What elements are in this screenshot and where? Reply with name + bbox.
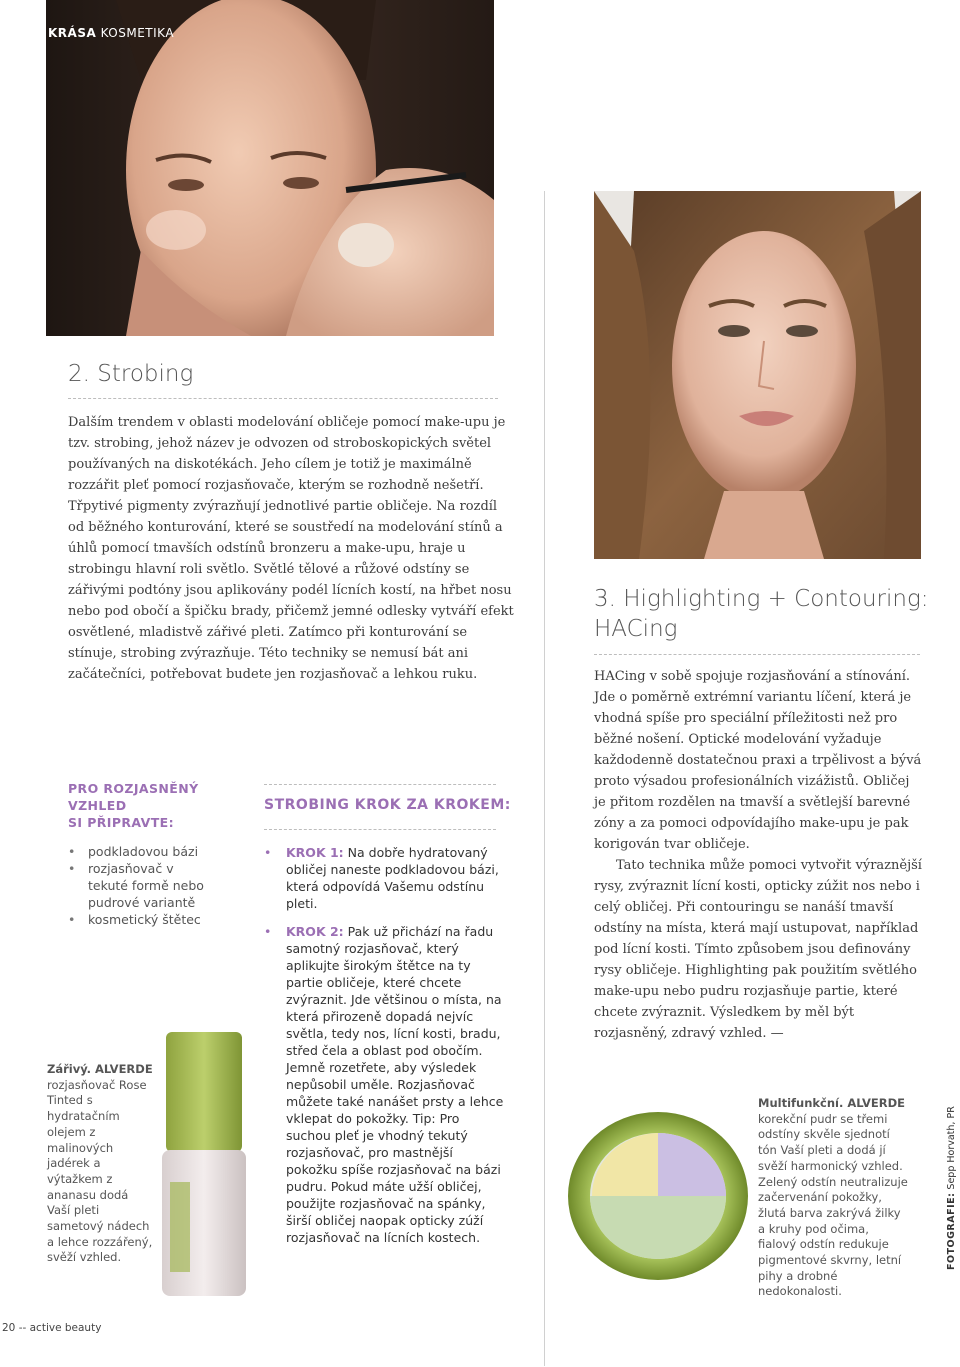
strobing-body: Dalším trendem v oblasti modelování obličeje pomocí make-upu je tzv. strobing, jehož název je odvozen od stroboskopických světel používaných na diskotékách. Jeho cílem je totiž je maximálně rozzářit pleť pomocí rozjasňovače, kterým se rozhodně nešetří. Třpytivé pigmenty zvýrazňují jednotlivé partie obličeje. Na rozdíl od běžného konturování, které se soustředí na modelování stínů a úhlů pomocí tmavších odstínů bronzeru a make-upu, hraje u strobingu hlavní roli světlo. Světlé tělové a růžové odstíny se zářivými podtóny jsou aplikovány podél lícních kostí, na hřbet nosu nebo pod obočí a špičku brady, přičemž jemné odlesky vytváří efekt osvětlené, mladistvě zářivé pleti. Zatímco při konturování se stínuje, strobing zvýrazňuje. Této techniky se nemusí bát ani začátečníci, potřebovat budete jen rozjasňovač a lehkou ruku. — [68, 415, 514, 682]
hacing-body: HACing v sobě spojuje rozjasňování a stínování. Jde o poměrně extrémní variantu líčení, která je vhodná spíše pro speciální příležitosti než pro běžné nošení. Optické modelování vyžaduje každodenně dostatečnou praxi a trpělivost a bývá proto výsadou profesionálních vizážistů. Obličej je přitom rozdělen na tmavší a světlejší barevné zóny a za pomoci odpovídajího make-upu je pak korigován tvar obličeje. Tato technika může pomoci vytvořit výraznější rysy, zvýraznit lícní kosti, opticky zúžit nos nebo i celý obličej. Při contouringu se nanáší tmavší odstíny na místa, která mají ustupovat, například pod lícní kosti. Tímto způsobem jsou definovány rysy obličeje. Highlighting pak použitím světlého make-upu nebo pudru rozjasňuje partie, které chcete zvýraznit. Výsledkem by měl být rozjasněný, zdravý vzhled. — — [594, 669, 922, 1041]
step-1: • KROK 1: Na dobře hydratovaný obličej naneste podkladovou bázi, která odpovídá Vašemu odstínu pleti. — [264, 845, 499, 911]
divider — [594, 654, 920, 655]
strobing-title: 2. Strobing — [68, 361, 194, 387]
list-item: • rozjasňovač v tekuté formě nebo pudrové variantě — [66, 860, 216, 911]
product2-caption: Multifunkční. ALVERDE korekční pudr se třemi odstíny skvěle sjednotí tón Vaší pleti a dodá jí svěží harmonický vzhled. Zelený odstín neutralizuje začervenání pokožky, žlutá barva zakrývá žilky a kruhy pod očima, fialový odstín redukuje pigmentové skvrny, letní pihy a drobné nedokonalosti. — [758, 1096, 908, 1299]
product2-compact — [564, 1098, 752, 1288]
divider — [264, 784, 496, 785]
prepare-heading: PRO ROZJASNĚNÝ VZHLED SI PŘIPRAVTE: — [68, 781, 199, 830]
photo-credit: FOTOGRAFIE: Sepp Horvath, PR — [946, 1106, 957, 1270]
steps-heading: STROBING KROK ZA KROKEM: — [264, 797, 511, 813]
list-item: • podkladovou bázi — [66, 843, 216, 860]
product1-caption: Zářivý. ALVERDE rozjasňovač Rose Tinted s hydratačním olejem z malinových jadérek a výtažkem z ananasu dodá Vaší pleti sametový nádech a lehce rozzářený, svěží vzhled. — [47, 1062, 153, 1265]
product1-bottle — [160, 1032, 248, 1298]
photo-model-portrait — [594, 191, 921, 559]
hacing-title: 3. Highlighting + Contouring: HACing — [594, 586, 929, 642]
bullet-icon: • — [264, 845, 272, 860]
page-footer: 20 -- active beauty — [2, 1322, 102, 1334]
step-2: • KROK 2: Pak už přichází na řadu samotný rozjasňovač, který aplikujte širokým štětce na ty partie obličeje, které chcete zvýraznit. Jde většinou o místa, na která přirozeně dopadá nejvíc světla, tedy nos, lícní kosti, bradu, střed čela a oblast pod obočím. Jemně rozetřete, aby výsledek nepůsobil uměle. Rozjasňovač můžete také nanášet prsty a lehce vklepat do pokožky. Tip: Pro suchou pleť je vhodný tekutý rozjasňovač, pro mastnější pokožku spíše rozjasňovač na bázi pudru. Pokud máte užší obličej, použijte rozjasňovač na spánky, širší obličej naopak opticky zúží rozjasňovač na lícních kostech. — [264, 924, 504, 1245]
section-label: KRÁSA KOSMETIKA — [48, 26, 175, 40]
divider — [264, 829, 496, 830]
bullet-icon: • — [264, 924, 272, 939]
list-item: • kosmetický štětec — [66, 911, 216, 928]
prepare-list — [66, 843, 216, 928]
column-divider — [544, 191, 545, 1366]
photo-makeup-application — [46, 0, 494, 336]
divider — [68, 398, 498, 399]
